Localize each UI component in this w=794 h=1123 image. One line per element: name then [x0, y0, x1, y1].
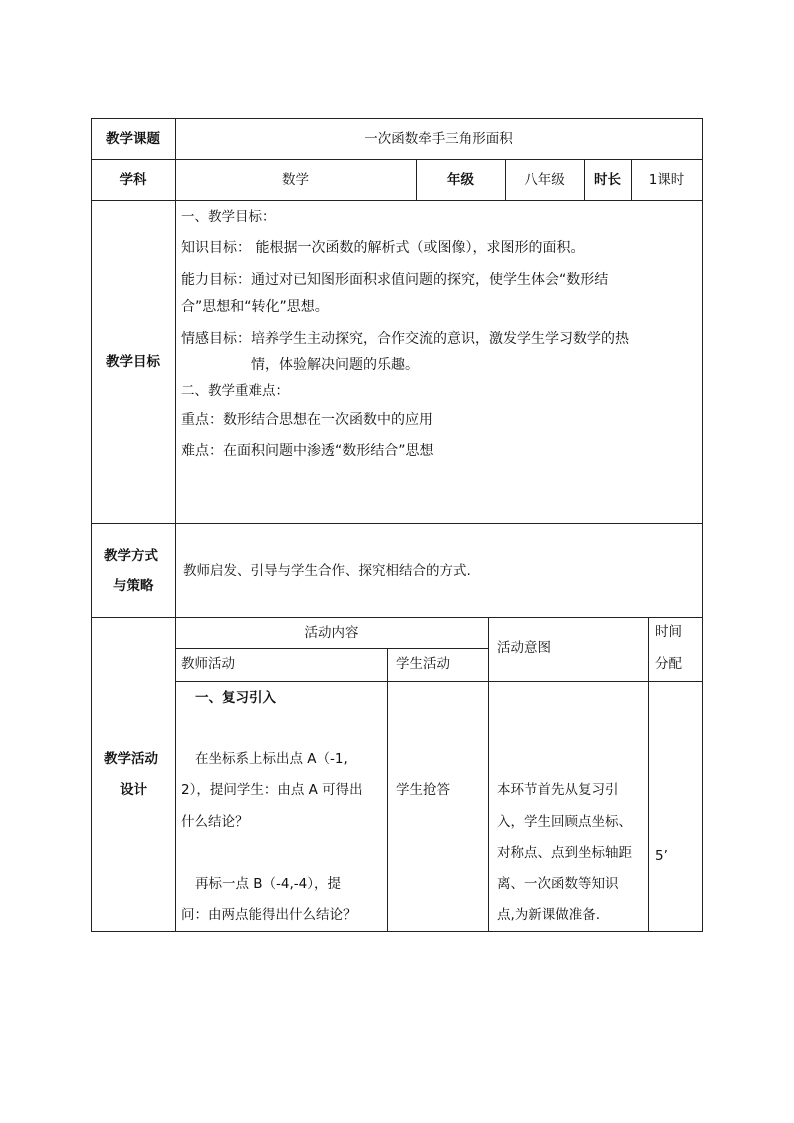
- emotion-objective-line-2: 情，体验解决问题的乐趣。: [251, 357, 419, 373]
- activity-intent-text: 对称点、点到坐标轴距: [497, 845, 632, 861]
- ability-objective-line-2: 合”思想和“转化”思想。: [181, 299, 329, 315]
- row-divider: [91, 200, 703, 201]
- objectives-section-2: 二、教学重难点：: [181, 383, 289, 399]
- time-header-line-1: 时间: [655, 624, 682, 640]
- column-divider: [387, 648, 388, 932]
- course-label: 教学课题: [106, 130, 160, 147]
- column-divider: [175, 118, 176, 932]
- emotion-objective-line-1: 情感目标：培养学生主动探究，合作交流的意识，激发学生学习数学的热: [181, 331, 629, 347]
- column-divider: [488, 617, 489, 932]
- column-divider: [648, 617, 649, 932]
- activity-content-header: 活动内容: [304, 624, 359, 641]
- activity-intent-text: 入，学生回顾点坐标、: [497, 814, 632, 830]
- grade-value: 八年级: [524, 171, 565, 188]
- course-title: 一次函数牵手三角形面积: [364, 130, 513, 147]
- table-border-bottom: [91, 931, 703, 932]
- subject-label: 学科: [119, 171, 147, 188]
- teacher-activity-text: 什么结论？: [181, 814, 249, 830]
- activity-intent-header: 活动意图: [497, 640, 551, 656]
- row-divider: [175, 681, 703, 682]
- teacher-activity-text: 在坐标系上标出点 A（-1,: [195, 751, 348, 767]
- teacher-activity-text: 再标一点 B（-4,-4），提: [195, 876, 342, 892]
- duration-value: 1课时: [648, 171, 685, 188]
- grade-label: 年级: [447, 171, 474, 188]
- objectives-section-1: 一、教学目标：: [181, 209, 276, 225]
- teacher-activity-header: 教师活动: [181, 656, 235, 672]
- activity-intent-text: 本环节首先从复习引: [497, 782, 619, 798]
- teacher-activity-heading: 一、复习引入: [195, 690, 276, 706]
- duration-label: 时长: [594, 171, 621, 188]
- activity-intent-text: 点,为新课做准备.: [497, 907, 601, 923]
- time-header-line-2: 分配: [655, 656, 682, 672]
- subject-value: 数学: [282, 171, 309, 188]
- row-divider: [175, 648, 488, 649]
- key-point: 重点：数形结合思想在一次函数中的应用: [181, 412, 433, 428]
- teacher-activity-text: 2），提问学生：由点 A 可得出: [181, 782, 363, 798]
- method-label-line-1: 教学方式: [104, 548, 158, 564]
- student-activity: 学生抢答: [396, 782, 450, 798]
- objectives-label: 教学目标: [106, 353, 160, 370]
- student-activity-header: 学生活动: [396, 656, 450, 672]
- activity-label-line-2: 设计: [120, 782, 147, 798]
- ability-objective-line-1: 能力目标：通过对已知图形面积求值问题的探究，使学生体会“数形结: [181, 272, 609, 288]
- row-divider: [91, 523, 703, 524]
- teacher-activity-text: 问：由两点能得出什么结论？: [181, 907, 357, 923]
- activity-label-line-1: 教学活动: [104, 751, 158, 767]
- activity-intent-text: 离、一次函数等知识: [497, 876, 619, 892]
- difficulty-point: 难点：在面积问题中渗透“数形结合”思想: [181, 443, 434, 459]
- method-label-line-2: 与策略: [113, 578, 154, 594]
- knowledge-objective: 知识目标： 能根据一次函数的解析式（或图像），求图形的面积。: [181, 240, 585, 256]
- time-allocation: 5’: [655, 848, 668, 864]
- method-content: 教师启发、引导与学生合作、探究相结合的方式.: [183, 563, 471, 579]
- table-border-right: [702, 118, 703, 932]
